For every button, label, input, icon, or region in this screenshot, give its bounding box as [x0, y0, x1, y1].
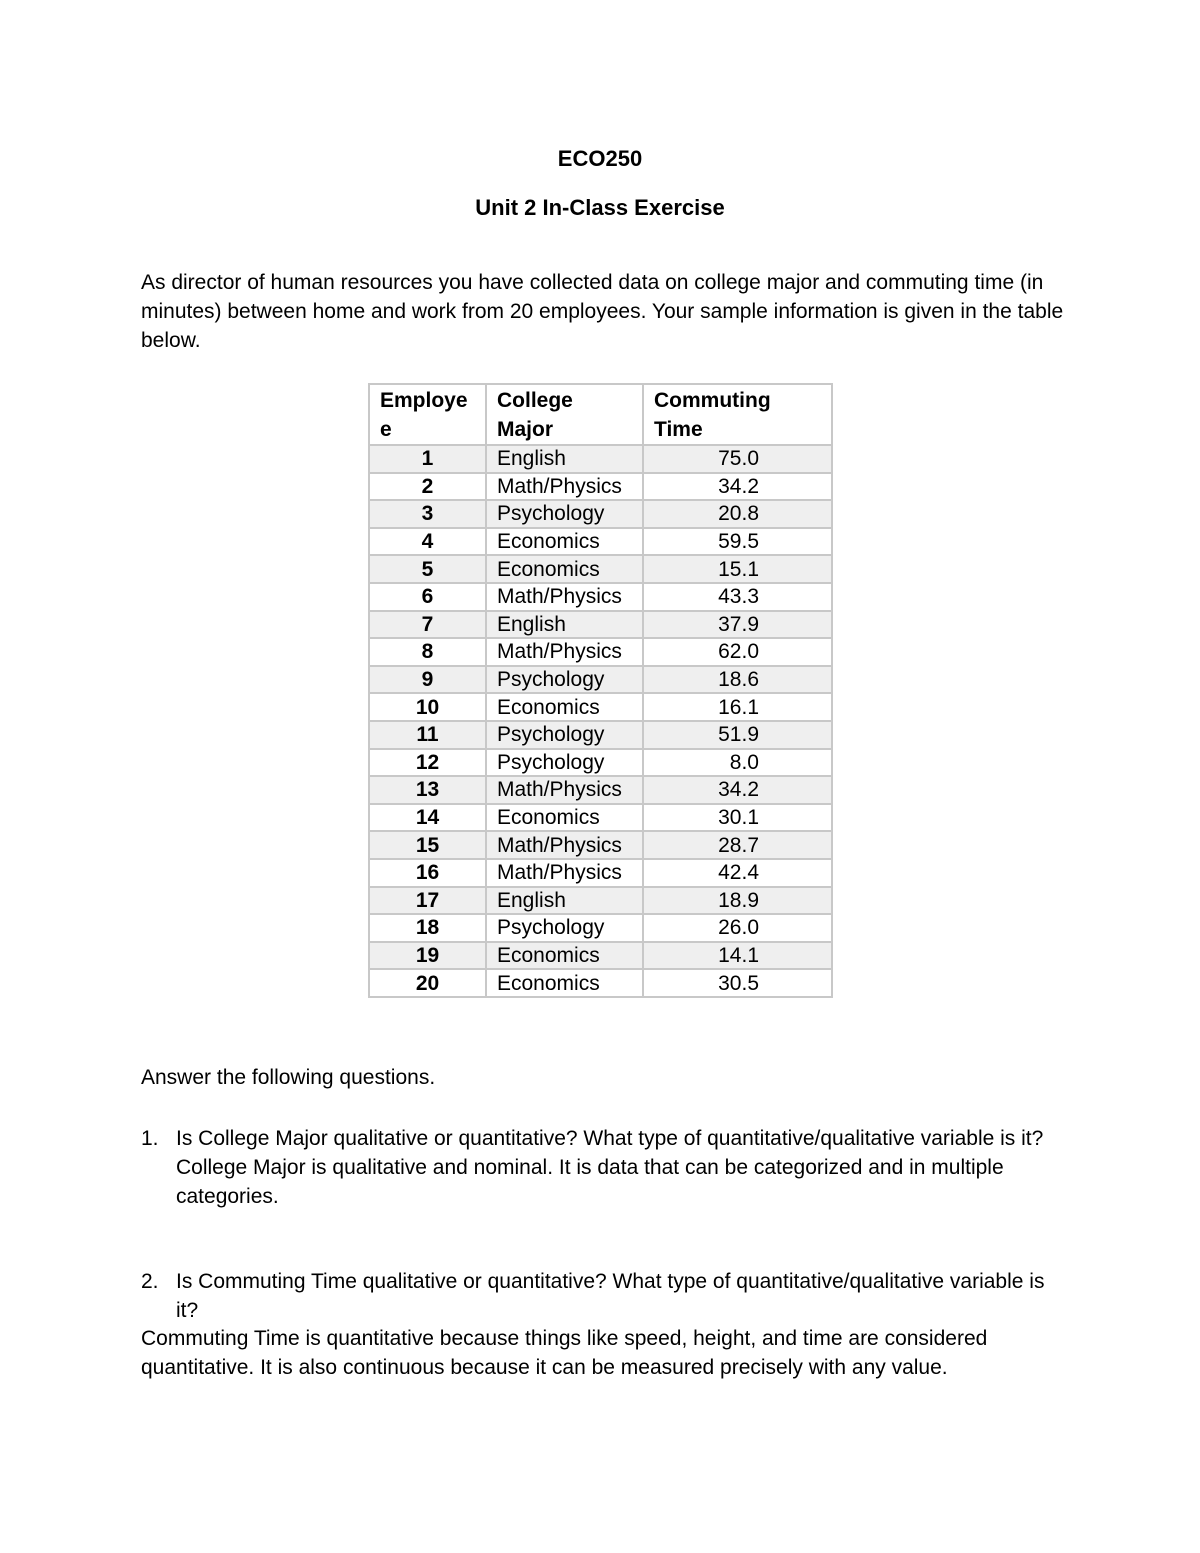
employee-id-cell: 16 [369, 859, 486, 887]
employee-id-cell: 15 [369, 831, 486, 859]
intro-paragraph: As director of human resources you have collected data on college major and commuting time (in minutes) between home and work from 20 employees. Your sample information is given in the table below. [141, 271, 1064, 352]
questions-heading: Answer the following questions. [141, 1066, 436, 1089]
commuting-time-cell: 51.9 [643, 721, 832, 749]
college-major-cell: English [486, 611, 643, 639]
header-college-major: College Major [486, 384, 643, 445]
college-major-cell: Economics [486, 942, 643, 970]
commuting-time-cell: 15.1 [643, 555, 832, 583]
question-text: Is College Major qualitative or quantitative? What type of quantitative/qualitative variable is it? [176, 1127, 1044, 1150]
table-row [369, 721, 832, 749]
employee-id-cell: 20 [369, 969, 486, 997]
question-1 [141, 1124, 1071, 1211]
college-major-cell: Economics [486, 804, 643, 832]
table-row [369, 555, 832, 583]
table-row [369, 445, 832, 473]
college-major-cell: Psychology [486, 721, 643, 749]
table-row [369, 969, 832, 997]
employee-id-cell: 3 [369, 500, 486, 528]
college-major-cell: Psychology [486, 914, 643, 942]
commuting-time-cell: 28.7 [643, 831, 832, 859]
commuting-time-cell: 43.3 [643, 583, 832, 611]
commuting-time-cell: 8.0 [643, 749, 832, 777]
employee-id-cell: 10 [369, 693, 486, 721]
document-subtitle: Unit 2 In-Class Exercise [475, 195, 725, 220]
employee-id-cell: 9 [369, 666, 486, 694]
employee-id-cell: 4 [369, 528, 486, 556]
commuting-time-cell: 37.9 [643, 611, 832, 639]
college-major-cell: Math/Physics [486, 473, 643, 501]
table-body [369, 445, 832, 997]
employee-id-cell: 19 [369, 942, 486, 970]
college-major-cell: Psychology [486, 500, 643, 528]
commute-data-table [368, 383, 833, 998]
table-row [369, 804, 832, 832]
question-2 [141, 1267, 1071, 1325]
table-header-row [369, 384, 832, 445]
college-major-cell: Economics [486, 693, 643, 721]
table-row [369, 693, 832, 721]
commuting-time-cell: 20.8 [643, 500, 832, 528]
question-number: 2. [141, 1270, 159, 1293]
college-major-cell: Math/Physics [486, 583, 643, 611]
commuting-time-cell: 34.2 [643, 776, 832, 804]
table-row [369, 831, 832, 859]
question-answer: College Major is qualitative and nominal. It is data that can be categorized and in multiple categories. [176, 1156, 1004, 1208]
college-major-cell: Math/Physics [486, 638, 643, 666]
document-title: ECO250 [557, 146, 643, 171]
table-row [369, 473, 832, 501]
table-row [369, 749, 832, 777]
table-row [369, 638, 832, 666]
college-major-cell: Economics [486, 555, 643, 583]
table-row [369, 611, 832, 639]
question-answer: Commuting Time is quantitative because things like speed, height, and time are considered quantitative. It is also continuous because it can be measured precisely with any value. [141, 1327, 988, 1379]
commuting-time-cell: 34.2 [643, 473, 832, 501]
commuting-time-cell: 59.5 [643, 528, 832, 556]
table-row [369, 500, 832, 528]
commuting-time-cell: 18.9 [643, 887, 832, 915]
header-employee: Employe e [369, 384, 486, 445]
employee-id-cell: 8 [369, 638, 486, 666]
commuting-time-cell: 75.0 [643, 445, 832, 473]
employee-id-cell: 13 [369, 776, 486, 804]
table-row [369, 583, 832, 611]
employee-id-cell: 7 [369, 611, 486, 639]
college-major-cell: Math/Physics [486, 776, 643, 804]
commuting-time-cell: 42.4 [643, 859, 832, 887]
college-major-cell: Math/Physics [486, 859, 643, 887]
table-row [369, 666, 832, 694]
employee-id-cell: 2 [369, 473, 486, 501]
commuting-time-cell: 14.1 [643, 942, 832, 970]
question-number: 1. [141, 1127, 159, 1150]
employee-id-cell: 5 [369, 555, 486, 583]
commuting-time-cell: 18.6 [643, 666, 832, 694]
commuting-time-cell: 26.0 [643, 914, 832, 942]
college-major-cell: Psychology [486, 666, 643, 694]
table-row [369, 776, 832, 804]
employee-id-cell: 18 [369, 914, 486, 942]
employee-id-cell: 11 [369, 721, 486, 749]
employee-id-cell: 6 [369, 583, 486, 611]
employee-id-cell: 1 [369, 445, 486, 473]
header-commuting-time: Commuting Time [643, 384, 832, 445]
college-major-cell: English [486, 445, 643, 473]
table-row [369, 887, 832, 915]
college-major-cell: Economics [486, 528, 643, 556]
employee-id-cell: 14 [369, 804, 486, 832]
table-row [369, 859, 832, 887]
college-major-cell: Economics [486, 969, 643, 997]
college-major-cell: Psychology [486, 749, 643, 777]
employee-id-cell: 17 [369, 887, 486, 915]
college-major-cell: Math/Physics [486, 831, 643, 859]
commuting-time-cell: 30.1 [643, 804, 832, 832]
table-row [369, 528, 832, 556]
employee-id-cell: 12 [369, 749, 486, 777]
question-text: Is Commuting Time qualitative or quantitative? What type of quantitative/qualitative variable is it? [176, 1270, 1045, 1322]
commuting-time-cell: 16.1 [643, 693, 832, 721]
commuting-time-cell: 62.0 [643, 638, 832, 666]
table-row [369, 914, 832, 942]
commuting-time-cell: 30.5 [643, 969, 832, 997]
college-major-cell: English [486, 887, 643, 915]
table-row [369, 942, 832, 970]
